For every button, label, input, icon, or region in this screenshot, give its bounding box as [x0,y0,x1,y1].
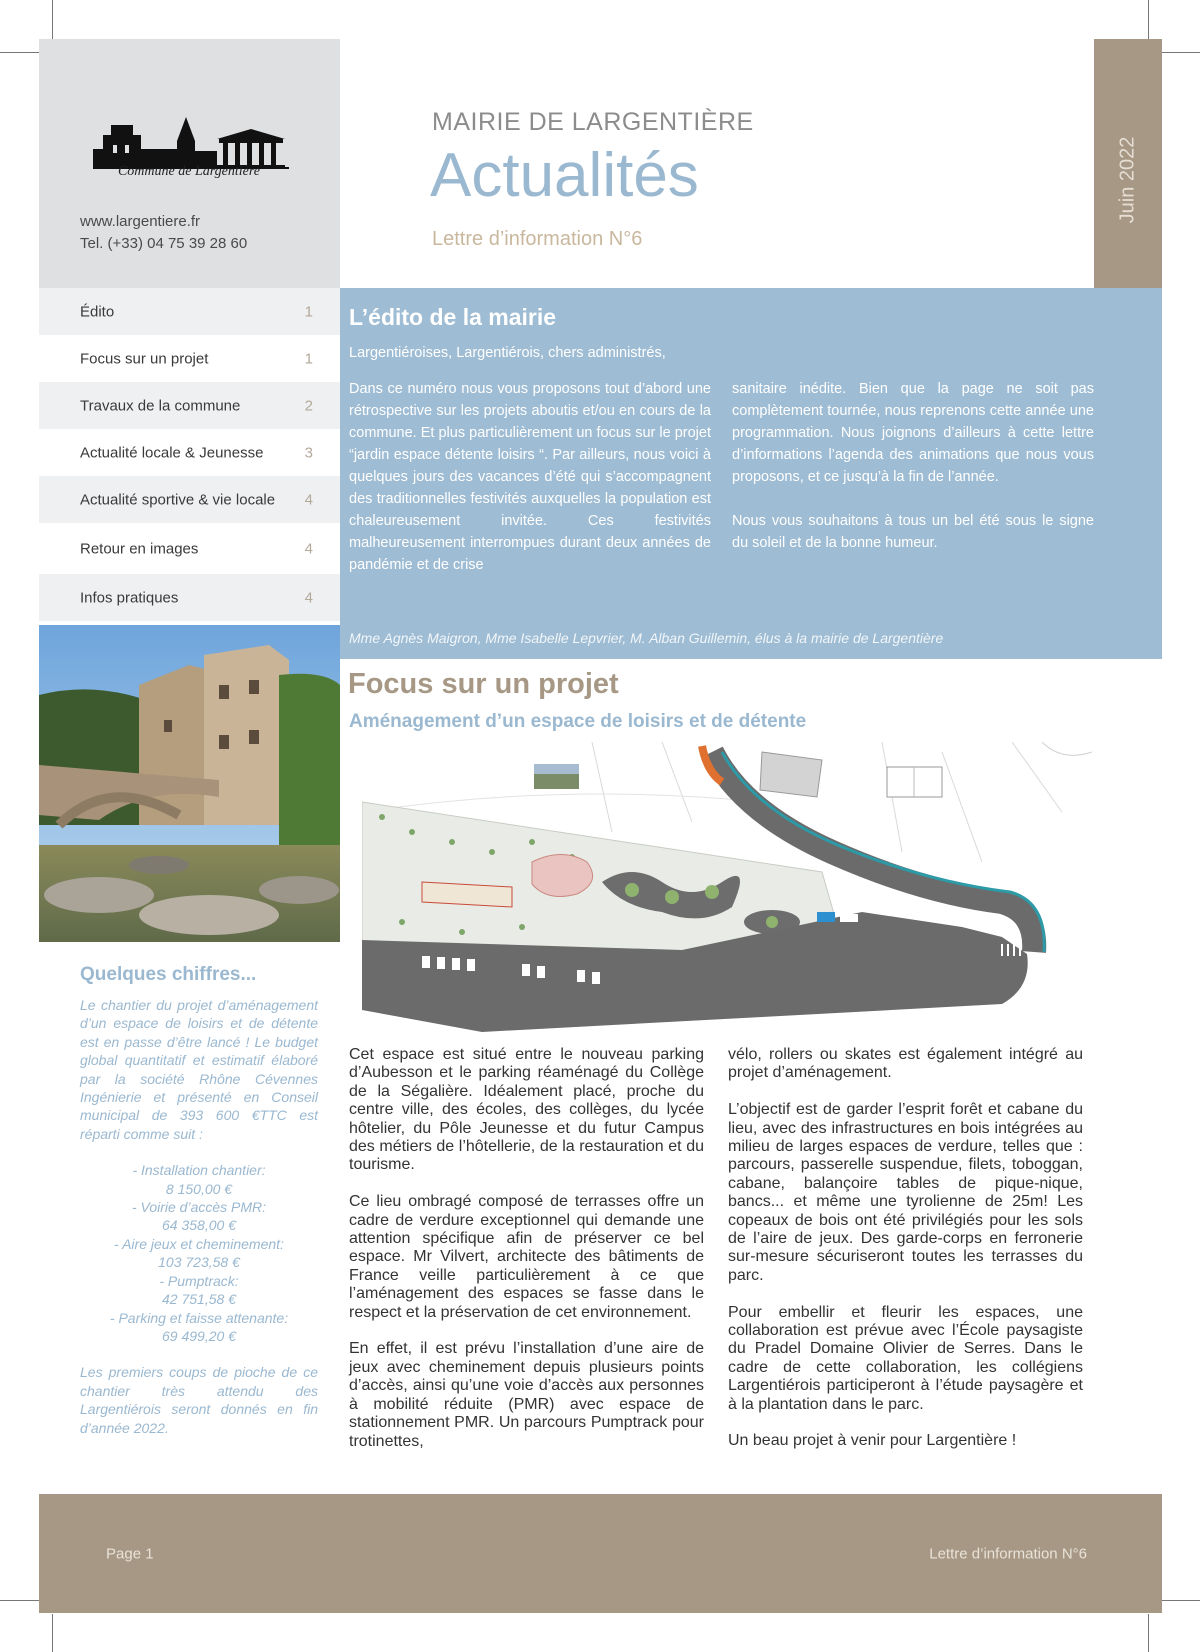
toc-label: Édito [80,303,115,320]
focus-paragraph: Un beau projet à venir pour Largentière ! [728,1432,1017,1450]
toc-item-actualite-sportive[interactable] [39,476,340,523]
budget-label: - Aire jeux et cheminement: [114,1235,284,1252]
toc-item-focus[interactable] [39,335,340,382]
budget-label: - Parking et faisse attenante: [109,1309,289,1326]
toc-page: 1 [304,303,313,320]
toc-page: 1 [304,350,313,367]
focus-column-2 [728,1046,1083,1469]
toc-page: 3 [304,444,313,461]
edito-column-2 [732,378,1094,554]
budget-label: - Voirie d’accès PMR: [131,1199,267,1216]
crop-mark [1148,0,1149,40]
crop-mark [1162,1600,1200,1601]
focus-paragraph: L’objectif est de garder l’esprit forêt et cabane du lieu, avec des infrastructures en bois intégrées au milieu de larges espaces de verdure, telles que : parcours, passerelle suspendue, filets, toboggan, cabane, balançoire tables de pique-nique, bancs... et même une tyrolienne de 25m! Les copeaux de bois ont été privilégiés pour les sols de l’aire de jeux. Des garde-corps en ferronerie sur-mesure sécuriseront toutes les terrasses du parc. [728,1101,1083,1284]
issue-number: Lettre d’information N°6 [432,228,643,250]
edito-column-1: Dans ce numéro nous vous proposons tout d’abord une rétrospective sur les projets aboutis et/ou en cours de la commune. Et plus particulièrement un focus sur le projet “jardin espace détente loisirs “. Par ailleurs, nous voici à quelques jours des vacances d’été qui s’accompagnent des traditionnelles festivités auxquelles la population est chaleureusement invitée. Ces festivités malheureusement interrompues durant deux années de pandémie et de crise [349,381,711,573]
figures-intro: Le chantier du projet d’aménagement d’un espace de loisirs et de détente est en passe d’être lancé ! Le budget global quantitatif et estimatif élaboré par la société Rhône Cévennes Ingénierie et présenté en Conseil municipal de 393 600 €TTC est réparti comme suit : [80,997,318,1142]
issue-date: Juin 2022 [1116,136,1139,224]
phone-number: Tel. (+33) 04 75 39 28 60 [80,235,248,252]
focus-paragraph: Pour embellir et fleurir les espaces, une collaboration est prévue avec l’École paysagiste du Pradel Domaine Olivier de Serres. Dans le cadre de cette collaboration, les collégiens Largentiérois participeront à l’étude paysagère et à la plantation dans le parc. [728,1303,1083,1413]
crop-mark [0,52,40,53]
toc-page: 4 [304,540,313,557]
edito-greeting: Largentiéroises, Largentiérois, chers administrés, [349,345,666,361]
edito-signature: Mme Agnès Maigron, Mme Isabelle Lepvrier, M. Alban Guillemin, élus à la mairie de Largentière [349,630,944,646]
figures-block [80,996,318,1437]
toc-label: Actualité locale & Jeunesse [80,444,264,461]
page-title: Actualités [430,141,699,210]
budget-amount: 69 499,20 € [162,1327,236,1344]
figures-title: Quelques chiffres... [80,964,257,985]
page-footer [39,1494,1162,1613]
crop-mark [1148,1614,1149,1652]
logo-caption: Commune de Largentière [117,164,261,179]
focus-paragraph: Cet espace est situé entre le nouveau parking d’Aubesson et le parking réaménagé du Collège de la Ségalière. Idéalement placé, proche du centre ville, des écoles, des collèges, du lycée hôtelier, du Pôle Jeunesse et du futur Campus des métiers de l’hôtellerie, de la restauration et du tourisme. [349,1046,704,1174]
toc-label: Travaux de la commune [80,397,241,414]
footer-issue: Lettre d’information N°6 [929,1545,1087,1562]
town-photo [39,625,340,942]
edito-paragraph: Nous vous souhaitons à tous un bel été sous le signe du soleil et de la bonne humeur. [732,513,1094,551]
figures-outro: Les premiers coups de pioche de ce chantier très attendu des Largentiérois seront donnés en fin d’année 2022. [80,1364,318,1436]
toc-label: Retour en images [80,540,199,557]
edito-title: L’édito de la mairie [349,304,557,330]
toc-page: 4 [304,491,313,508]
focus-subtitle: Aménagement d’un espace de loisirs et de détente [349,711,807,732]
contact-block [80,211,247,255]
budget-label: - Installation chantier: [132,1162,266,1179]
toc-label: Actualité sportive & vie locale [80,491,276,508]
focus-paragraph: vélo, rollers ou skates est également intégré au projet d’aménagement. [728,1046,1083,1082]
crop-mark [52,1614,53,1652]
site-plan-image [362,742,1092,1034]
focus-paragraph: Ce lieu ombragé composé de terrasses offre un cadre de verdure exceptionnel qui demande une attention spécifique afin de préserver ce bel espace. Mr Vilvert, architecte des bâtiments de France veille particulièrement à ce que l’aménagement des espaces se fasse dans le respect et la préservation de cet environnement. [349,1193,704,1321]
website-link[interactable]: www.largentiere.fr [80,213,201,230]
toc-page: 2 [304,397,313,414]
budget-amount: 103 723,58 € [158,1254,240,1271]
budget-label: - Pumptrack: [159,1272,239,1289]
toc-item-travaux[interactable] [39,382,340,429]
header-logo-panel [39,39,340,288]
toc-item-actualite-locale[interactable] [39,429,340,476]
toc-page: 4 [304,589,313,606]
toc-item-infos-pratiques[interactable] [39,574,340,621]
toc-label: Infos pratiques [80,589,179,606]
budget-list [80,1161,318,1345]
budget-amount: 8 150,00 € [165,1180,233,1197]
edito-section [340,288,1162,659]
table-of-contents [39,288,340,621]
crop-mark [0,1600,40,1601]
toc-label: Focus sur un projet [80,350,209,367]
crop-mark [52,0,53,40]
budget-amount: 64 358,00 € [162,1217,236,1234]
budget-amount: 42 751,58 € [162,1291,236,1308]
edito-paragraph: sanitaire inédite. Bien que la page ne soit pas complètement tournée, nous reprenons cette année une programmation. Nous joignons d’ailleurs à cette lettre d’informations l’agenda des animations que nous vous proposons, et ce jusqu’à la fin de l’année. [732,381,1094,485]
focus-column-1 [349,1046,704,1469]
focus-title: Focus sur un projet [348,668,619,700]
focus-paragraph: En effet, il est prévu l’installation d’une aire de jeux avec cheminement depuis plusieurs points d’accès, ainsi qu’une voie d’accès aux personnes à mobilité réduite (PMR) avec espace de stationnement PMR. Un parcours Pumptrack pour trotinettes, [349,1340,704,1450]
page-number: Page 1 [106,1545,154,1562]
crop-mark [1162,52,1200,53]
toc-item-edito[interactable] [39,288,340,335]
toc-item-retour-images[interactable] [39,523,340,574]
header-supertitle: MAIRIE DE LARGENTIÈRE [432,108,754,136]
